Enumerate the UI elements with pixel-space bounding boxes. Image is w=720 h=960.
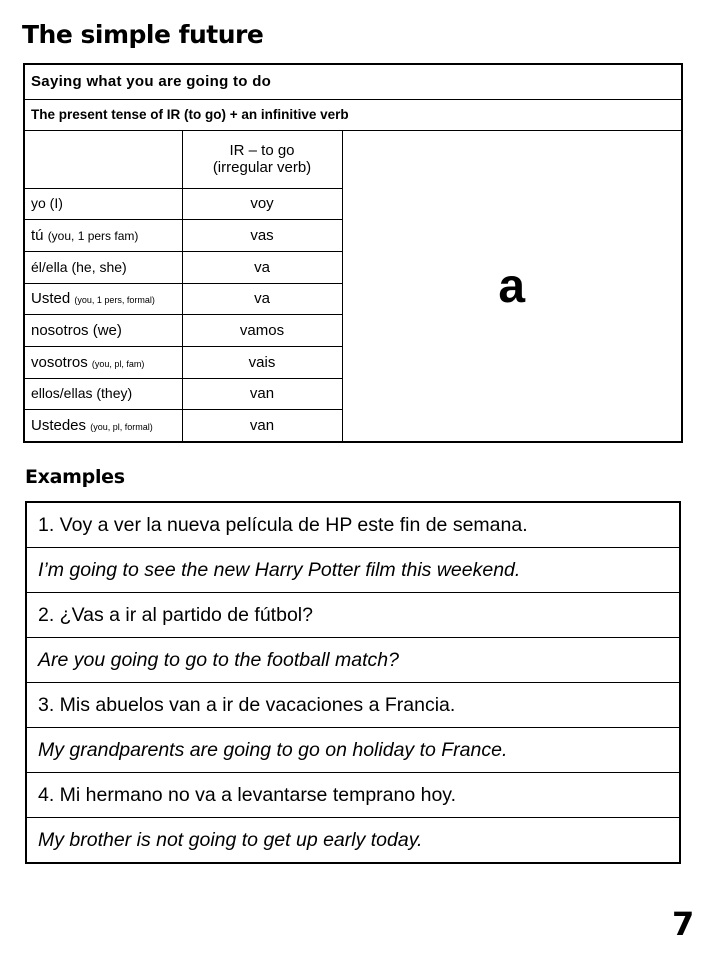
example-spanish: 4. Mi hermano no va a levantarse temprano hoy. bbox=[26, 773, 680, 818]
pronoun-cell bbox=[24, 410, 182, 442]
verb-form: voy bbox=[182, 188, 342, 220]
verb-header-title: IR – to go bbox=[229, 142, 295, 160]
verb-form: va bbox=[182, 251, 342, 283]
verb-form: vais bbox=[182, 346, 342, 378]
pronoun-cell bbox=[24, 315, 182, 347]
preposition-cell bbox=[342, 131, 682, 442]
pronoun: ellos/ellas (they) bbox=[31, 385, 133, 402]
pronoun: tú bbox=[31, 226, 44, 244]
verb-form: van bbox=[182, 378, 342, 410]
example-row bbox=[26, 593, 680, 638]
pronoun-cell bbox=[24, 188, 182, 220]
pronoun: vosotros bbox=[31, 353, 88, 371]
verb-header-note: (irregular verb) bbox=[212, 159, 312, 177]
verb-form: van bbox=[182, 410, 342, 442]
verb-form: vamos bbox=[182, 315, 342, 347]
pronoun-cell bbox=[24, 378, 182, 410]
verb-header-cell bbox=[182, 131, 342, 188]
pronoun-cell bbox=[24, 220, 182, 252]
pronoun: yo (I) bbox=[31, 195, 63, 212]
empty-header-cell bbox=[24, 131, 182, 188]
example-spanish: 3. Mis abuelos van a ir de vacaciones a Francia. bbox=[26, 683, 680, 728]
example-row bbox=[26, 638, 680, 683]
example-row bbox=[26, 818, 680, 864]
example-english: My grandparents are going to go on holiday to France. bbox=[26, 728, 680, 773]
example-english: My brother is not going to get up early today. bbox=[26, 818, 680, 864]
table-heading: Saying what you are going to do bbox=[24, 64, 682, 99]
pronoun: Ustedes bbox=[31, 416, 87, 434]
example-row bbox=[26, 683, 680, 728]
verb-form: va bbox=[182, 283, 342, 315]
pronoun-cell bbox=[24, 251, 182, 283]
pronoun-note: (you, pl, formal) bbox=[90, 421, 153, 432]
conjugation-table bbox=[23, 63, 683, 443]
pronoun-note: (you, 1 pers fam) bbox=[47, 228, 139, 243]
examples-heading: Examples bbox=[25, 466, 125, 488]
page-title: The simple future bbox=[22, 20, 264, 49]
pronoun-note: (you, 1 pers, formal) bbox=[74, 295, 155, 306]
example-english: Are you going to go to the football match? bbox=[26, 638, 680, 683]
example-english: I’m going to see the new Harry Potter film this weekend. bbox=[26, 548, 680, 593]
page-number: 7 bbox=[672, 905, 695, 943]
examples-table bbox=[25, 501, 681, 864]
example-row bbox=[26, 773, 680, 818]
pronoun: nosotros (we) bbox=[31, 321, 122, 339]
example-spanish: 2. ¿Vas a ir al partido de fútbol? bbox=[26, 593, 680, 638]
table-subheading: The present tense of IR (to go) + an infinitive verb bbox=[24, 99, 682, 131]
pronoun: Usted bbox=[31, 290, 71, 308]
verb-form: vas bbox=[182, 220, 342, 252]
example-spanish: 1. Voy a ver la nueva película de HP este fin de semana. bbox=[26, 502, 680, 548]
preposition-a: a bbox=[498, 259, 526, 313]
pronoun: él/ella (he, she) bbox=[31, 258, 127, 275]
pronoun-cell bbox=[24, 283, 182, 315]
example-row bbox=[26, 548, 680, 593]
pronoun-cell bbox=[24, 346, 182, 378]
example-row bbox=[26, 502, 680, 548]
pronoun-note: (you, pl, fam) bbox=[91, 358, 145, 369]
example-row bbox=[26, 728, 680, 773]
